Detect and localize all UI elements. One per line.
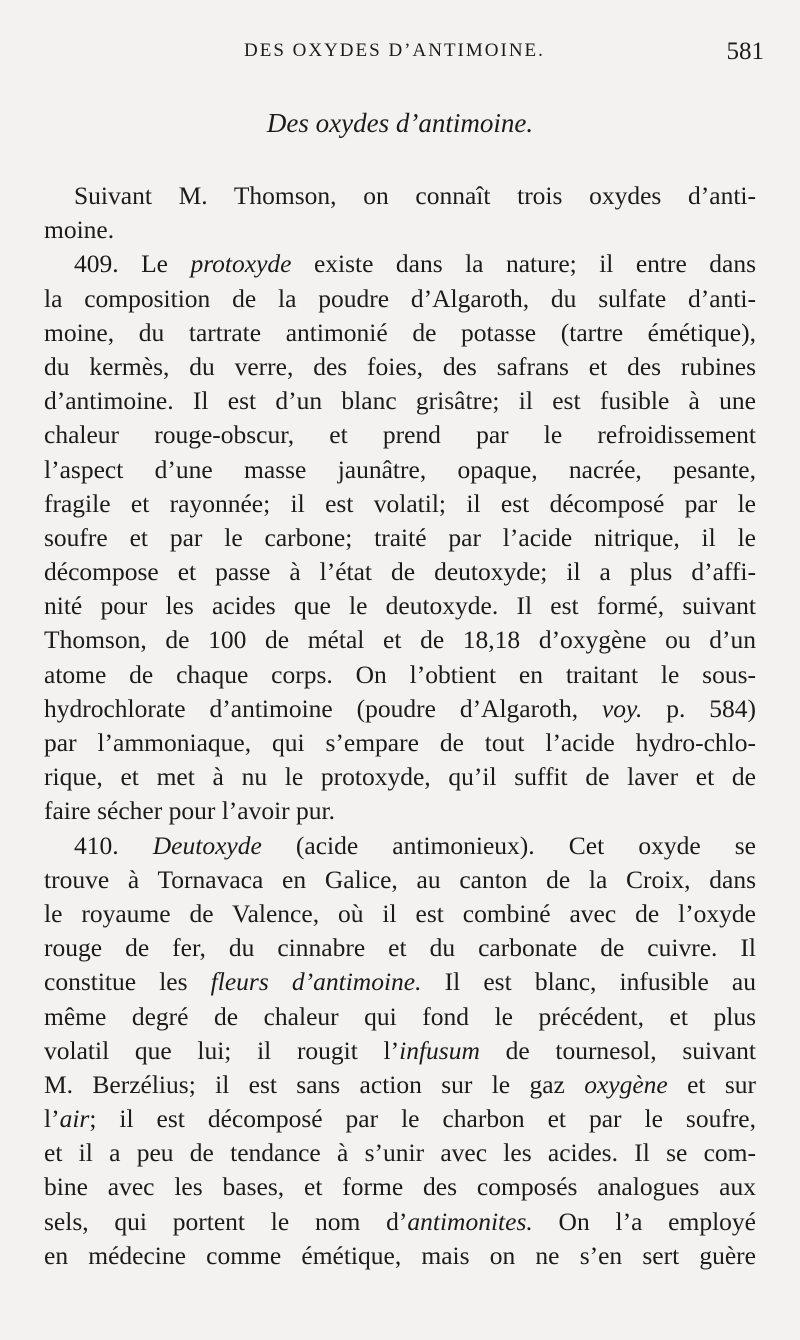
text-line — [44, 213, 756, 247]
text-line — [44, 589, 756, 623]
text-line — [44, 555, 756, 589]
italic-text: voy. — [601, 693, 643, 723]
text-line — [44, 247, 756, 281]
text-line — [44, 453, 756, 487]
text-segment: 410. — [74, 830, 153, 860]
text-segment: chaleur rouge-obscur, et prend par le refroidissement — [44, 420, 756, 450]
text-line — [44, 863, 756, 897]
text-segment: moine, du tartrate antimonié de potasse (tartre émétique), — [44, 317, 756, 347]
text-line — [44, 829, 756, 863]
text-line — [44, 1068, 756, 1102]
italic-text: air — [59, 1104, 90, 1134]
italic-text: oxygène — [584, 1069, 668, 1099]
text-segment: du kermès, du verre, des foies, des safrans et des rubines — [44, 351, 756, 381]
text-line — [44, 350, 756, 384]
text-line — [44, 965, 756, 999]
italic-text: infusum — [399, 1035, 480, 1065]
text-segment: nité pour les acides que le deutoxyde. Il est formé, suivant — [44, 591, 756, 621]
text-line — [44, 1205, 756, 1239]
text-segment: décompose et passe à l’état de deutoxyde; il a plus d’affi- — [44, 557, 756, 587]
text-segment: atome de chaque corps. On l’obtient en traitant le sous- — [44, 659, 756, 689]
text-line — [44, 760, 756, 794]
text-segment: Thomson, de 100 de métal et de 18,18 d’oxygène ou d’un — [44, 625, 756, 655]
text-line — [44, 794, 756, 828]
text-segment: sels, qui portent le nom d’ — [44, 1206, 408, 1236]
text-segment: existe dans la nature; il entre dans — [291, 249, 756, 279]
text-segment: et il a peu de tendance à s’unir avec les acides. Il se com- — [44, 1138, 756, 1168]
text-segment: moine. — [44, 215, 115, 245]
text-segment: ; il est décomposé par le charbon et par le soufre, — [89, 1104, 756, 1134]
body-text — [44, 179, 756, 1273]
text-segment: faire sécher pour l’avoir pur. — [44, 796, 335, 826]
text-line — [44, 1136, 756, 1170]
text-segment: (acide antimonieux). Cet oxyde se — [261, 830, 756, 860]
text-segment: hydrochlorate d’antimoine (poudre d’Algaroth, — [44, 693, 602, 723]
text-line — [44, 1102, 756, 1136]
text-segment: Suivant M. Thomson, on connaît trois oxydes d’anti- — [74, 181, 756, 210]
text-line — [44, 384, 756, 418]
text-segment: Il est blanc, infusible au — [421, 967, 756, 997]
text-segment: et sur — [667, 1069, 756, 1099]
text-line — [44, 418, 756, 452]
text-segment: par l’ammoniaque, qui s’empare de tout l’acide hydro-chlo- — [44, 728, 756, 757]
text-segment: 409. Le — [74, 249, 191, 279]
italic-text: antimonites. — [407, 1206, 533, 1236]
text-segment: de tournesol, suivant — [479, 1035, 756, 1065]
text-line — [44, 897, 756, 931]
text-line — [44, 1000, 756, 1034]
page-number: 581 — [726, 38, 764, 65]
text-line — [44, 692, 756, 726]
text-line — [44, 931, 756, 965]
text-segment: M. Berzélius; il est sans action sur le gaz — [44, 1069, 585, 1099]
text-segment: soufre et par le carbone; traité par l’acide nitrique, il le — [44, 522, 756, 552]
text-segment: bine avec les bases, et forme des composés analogues aux — [44, 1172, 756, 1202]
italic-text: Deutoxyde — [152, 830, 262, 860]
text-segment: constitue les — [44, 967, 211, 997]
text-line — [44, 316, 756, 350]
text-segment: volatil que lui; il rougit l’ — [44, 1035, 400, 1065]
text-line — [44, 658, 756, 692]
section-title: Des oxydes d’antimoine. — [266, 108, 534, 138]
text-line — [44, 179, 756, 213]
text-segment: rique, et met à nu le protoxyde, qu’il suffit de laver et de — [44, 762, 756, 792]
text-segment: l’aspect d’une masse jaunâtre, opaque, nacrée, pesante, — [44, 454, 756, 484]
text-segment: le royaume de Valence, où il est combiné avec de l’oxyde — [44, 898, 756, 928]
text-segment: la composition de la poudre d’Algaroth, du sulfate d’anti- — [44, 283, 756, 313]
text-line — [44, 487, 756, 521]
text-segment: On l’a employé — [532, 1206, 756, 1236]
page-header — [0, 38, 800, 68]
text-line — [44, 521, 756, 555]
text-line — [44, 726, 756, 760]
text-segment: rouge de fer, du cinnabre et du carbonate de cuivre. Il — [44, 933, 756, 963]
text-segment: même degré de chaleur qui fond le précédent, et plus — [44, 1001, 756, 1031]
italic-text: protoxyde — [190, 249, 292, 279]
text-line — [44, 1170, 756, 1204]
text-segment: en médecine comme émétique, mais on ne s’en sert guère — [44, 1240, 756, 1270]
text-segment: trouve à Tornavaca en Galice, au canton de la Croix, dans — [44, 864, 756, 894]
text-segment: d’antimoine. Il est d’un blanc grisâtre; il est fusible à une — [44, 386, 756, 416]
text-line — [44, 1239, 756, 1273]
text-line — [44, 623, 756, 657]
running-head: DES OXYDES D’ANTIMOINE. — [244, 40, 545, 61]
italic-text: fleurs d’antimoine. — [210, 967, 422, 997]
text-line — [44, 1034, 756, 1068]
text-segment: l’ — [44, 1104, 60, 1134]
text-segment: p. 584) — [642, 693, 757, 723]
text-segment: fragile et rayonnée; il est volatil; il est décomposé par le — [44, 488, 756, 518]
text-line — [44, 282, 756, 316]
